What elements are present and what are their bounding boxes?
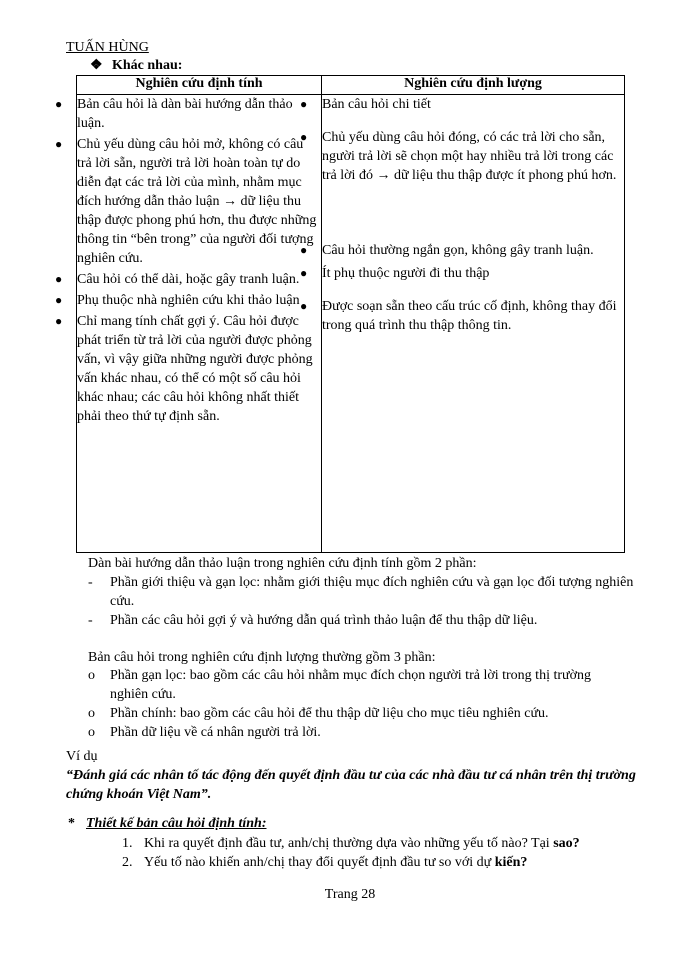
bullet-icon: ● (55, 314, 63, 328)
list-item: o Phần dữ liệu về cá nhân người trả lời. (88, 725, 321, 740)
bullet-icon: ● (300, 243, 308, 257)
column-header-quantitative: Nghiên cứu định lượng (322, 76, 625, 95)
quantitative-cell (300, 95, 625, 553)
list-item: o Phần chính: bao gồm các câu hỏi để thu thập dữ liệu cho mục tiêu nghiên cứu. (88, 706, 549, 721)
list-item: ● Câu hỏi thường ngắn gọn, không gây tranh luận. (300, 243, 594, 258)
list-item: ● Chỉ mang tính chất gợi ý. Câu hỏi được phát triển từ trả lời của người được phỏng vấn, vì vậy giữa những người được phỏng vấn khác nhau, có thể có một số câu hỏi khác nhau; các câu hỏi không nhất thiết phải theo thứ tự định sẵn. (55, 314, 313, 424)
example-label: Ví dụ (66, 749, 98, 764)
comparison-table (55, 75, 625, 553)
bullet-icon: ● (55, 137, 63, 151)
table-header-row (77, 76, 625, 95)
design-heading-text: Thiết kế bản câu hỏi định tính: (86, 816, 267, 831)
questions-list (122, 834, 580, 872)
bullet-icon: ● (300, 299, 308, 313)
bullet-icon: ● (55, 293, 63, 307)
list-item: 1. Khi ra quyết định đầu tư, anh/chị thường dựa vào những yếu tố nào? Tại sao? (122, 836, 580, 851)
list-item: ● Chủ yếu dùng câu hỏi đóng, có các trả lời cho sẵn, người trả lời sẽ chọn một hay nhiều trả lời trong các trả lời đó → dữ liệu thu thập được ít phong phú hơn. (300, 130, 617, 183)
author-name: TUẤN HÙNG (66, 40, 149, 55)
bullet-icon: ● (300, 130, 308, 144)
design-heading (68, 816, 266, 832)
qualitative-outline-list (88, 573, 640, 630)
quantitative-outline-intro: Bản câu hỏi trong nghiên cứu định lượng thường gồm 3 phần: (88, 650, 436, 665)
qualitative-list (55, 95, 321, 426)
list-item: ● Bản câu hỏi là dàn bài hướng dẫn thảo luận. (55, 97, 293, 131)
list-item: ● Được soạn sẵn theo cấu trúc cố định, không thay đổi trong quá trình thu thập thông tin. (300, 299, 617, 333)
list-item: o Phần gạn lọc: bao gồm các câu hỏi nhằm mục đích chọn người trả lời trong thị trường nghiên cứu. (88, 668, 591, 702)
bullet-icon: ● (55, 97, 63, 111)
diamond-bullet-icon: ❖ (90, 58, 103, 73)
list-item: ● Ít phụ thuộc người đi thu thập (300, 266, 490, 281)
bullet-icon: ● (55, 272, 63, 286)
quantitative-outline-list (88, 666, 630, 742)
list-item: 2. Yếu tố nào khiến anh/chị thay đổi quyết định đầu tư so với dự kiến? (122, 855, 528, 870)
bullet-icon: ● (300, 266, 308, 280)
differences-heading (90, 57, 182, 74)
bullet-icon: ● (300, 97, 308, 111)
list-item: ● Câu hỏi có thể dài, hoặc gây tranh luận. (55, 272, 300, 287)
list-item: ● Chủ yếu dùng câu hỏi mở, không có câu trả lời sẵn, người trả lời hoàn toàn tự do diễn đạt các trả lời của mình, nhằm mục đích hướng dẫn thảo luận → dữ liệu thu thập được phong phú hơn, thu được những thông tin “bên trong” của người đối tượng nghiên cứu. (55, 137, 317, 266)
list-item: ● Bản câu hỏi chi tiết (300, 97, 431, 112)
column-header-qualitative: Nghiên cứu định tính (77, 76, 322, 95)
differences-heading-text: Khác nhau: (112, 58, 183, 73)
qualitative-outline-intro: Dàn bài hướng dẫn thảo luận trong nghiên cứu định tính gồm 2 phần: (88, 556, 477, 571)
example-title: “Đánh giá các nhân tố tác động đến quyết định đầu tư của các nhà đầu tư cá nhân trên thị trường chứng khoán Việt Nam”. (66, 768, 636, 802)
quantitative-list (300, 95, 624, 335)
list-item: - Phần các câu hỏi gợi ý và hướng dẫn quá trình thảo luận để thu thập dữ liệu. (88, 613, 538, 628)
qualitative-cell (55, 95, 322, 553)
list-item: ● Phụ thuộc nhà nghiên cứu khi thảo luận (55, 293, 300, 308)
list-item: - Phần giới thiệu và gạn lọc: nhằm giới thiệu mục đích nghiên cứu và gạn lọc đối tượng nghiên cứu. (88, 575, 634, 609)
star-icon: * (68, 816, 75, 831)
table-body-row (77, 95, 625, 553)
page-number: Trang 28 (324, 887, 376, 902)
